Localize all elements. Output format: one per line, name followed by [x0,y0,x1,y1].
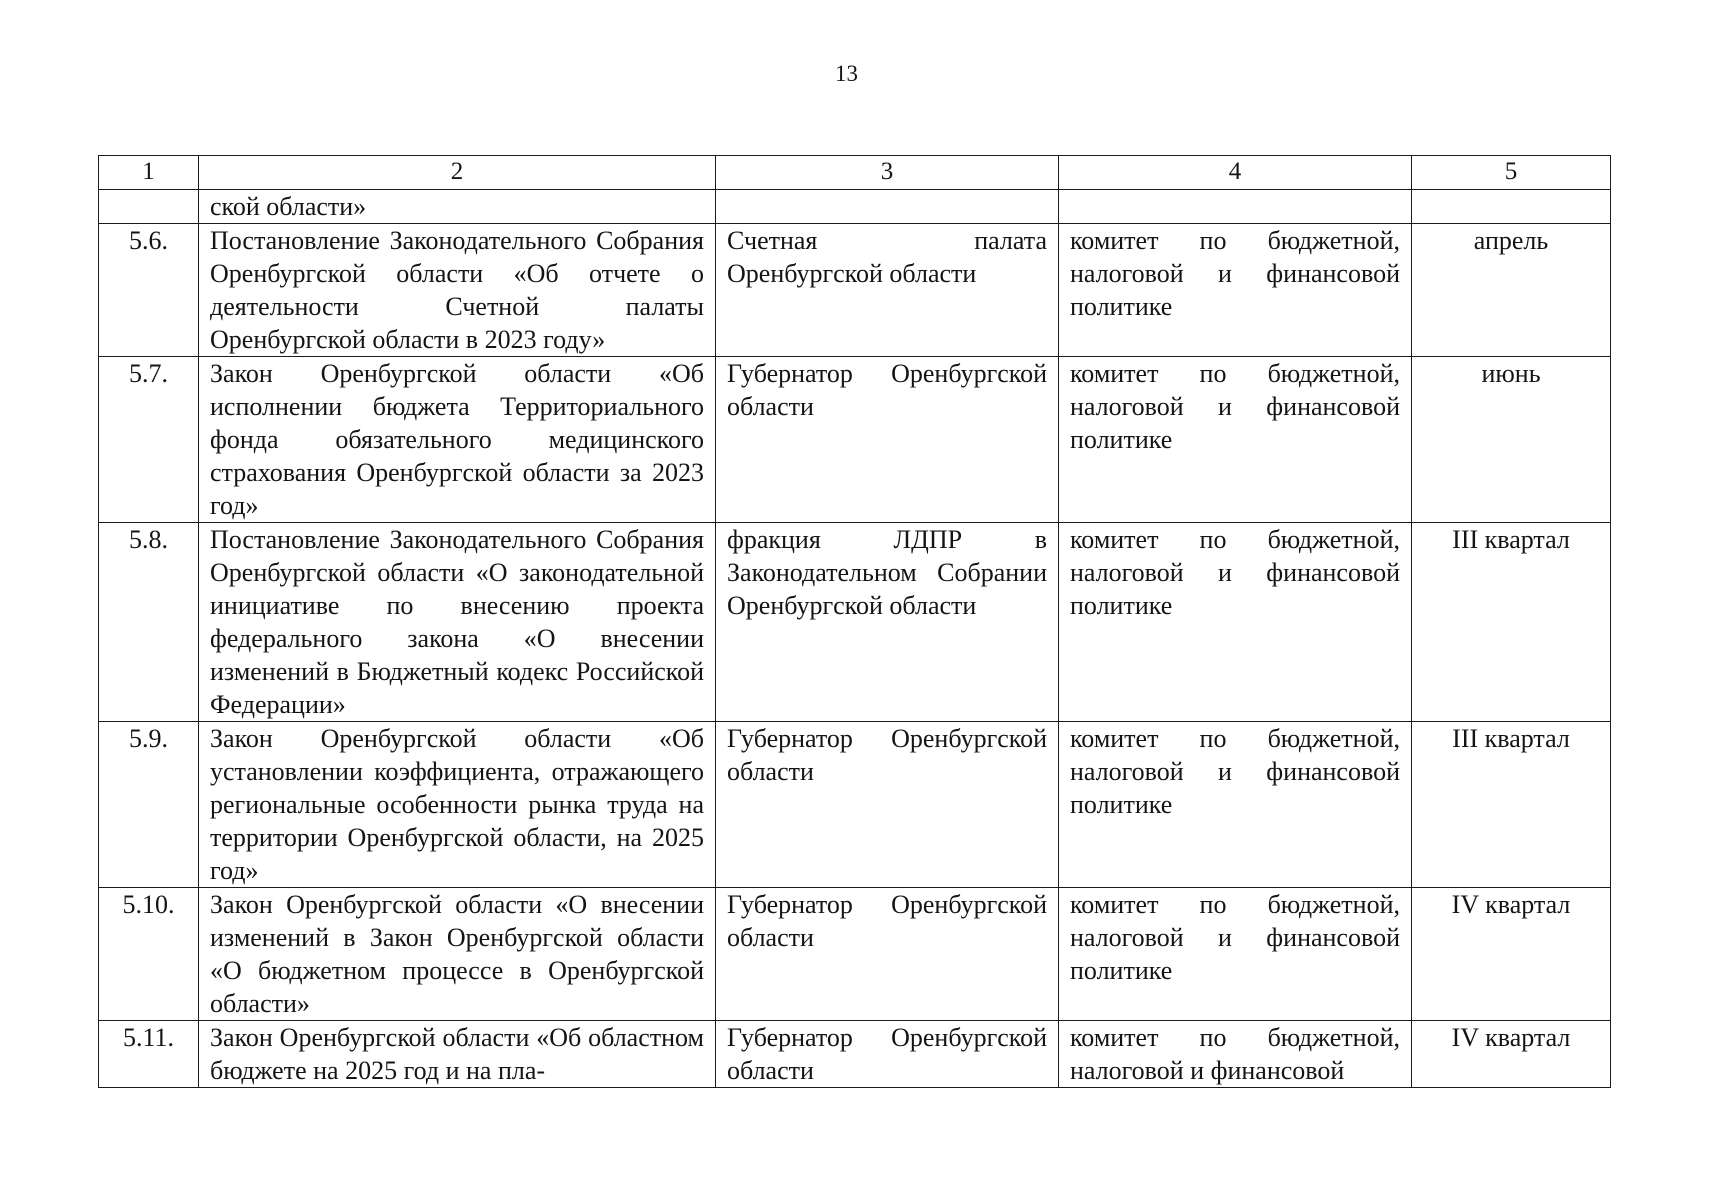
item-title: Постановление Законодательного Собрания Оренбургской области «Об отчете о деятельности Счетной палаты Оренбургской области в 2023 году» [199,224,716,357]
item-number: 5.8. [99,523,199,722]
item-period: IV квартал [1412,888,1611,1021]
item-period: III квартал [1412,722,1611,888]
item-title: Постановление Законодательного Собрания Оренбургской области «О законодательной инициативе по внесению проекта федерального закона «О внесении изменений в Бюджетный кодекс Российской Федерации» [199,523,716,722]
item-title: Закон Оренбургской области «О внесении изменений в Закон Оренбургской области «О бюджетном процессе в Оренбургской области» [199,888,716,1021]
item-committee: комитет по бюджетной, налоговой и финансовой политике [1059,224,1412,357]
item-period [1412,190,1611,224]
item-number: 5.10. [99,888,199,1021]
item-committee: комитет по бюджетной, налоговой и финансовой политике [1059,722,1412,888]
table-header-row [99,156,1611,190]
item-committee: комитет по бюджетной, налоговой и финансовой политике [1059,523,1412,722]
item-committee: комитет по бюджетной, налоговой и финансовой политике [1059,357,1412,523]
item-number: 5.6. [99,224,199,357]
table-row [99,190,1611,224]
item-author: Счетная палата Оренбургской области [716,224,1059,357]
table-row [99,224,1611,357]
item-author: Губернатор Оренбургской области [716,722,1059,888]
item-author: Губернатор Оренбургской области [716,888,1059,1021]
item-title: ской области» [199,190,716,224]
table-row [99,722,1611,888]
item-title: Закон Оренбургской области «Об исполнении бюджета Территориального фонда обязательного медицинского страхования Оренбургской области за 2023 год» [199,357,716,523]
item-period: июнь [1412,357,1611,523]
column-header: 2 [199,156,716,190]
page-number: 13 [835,61,858,86]
item-period: IV квартал [1412,1021,1611,1088]
item-committee: комитет по бюджетной, налоговой и финансовой политике [1059,888,1412,1021]
item-period: апрель [1412,224,1611,357]
item-number: 5.11. [99,1021,199,1088]
column-header: 1 [99,156,199,190]
item-number: 5.7. [99,357,199,523]
table-row [99,888,1611,1021]
item-author: Губернатор Оренбургской области [716,1021,1059,1088]
column-header: 5 [1412,156,1611,190]
item-period: III квартал [1412,523,1611,722]
item-author: фракция ЛДПР в Законодательном Собрании Оренбургской области [716,523,1059,722]
item-author: Губернатор Оренбургской области [716,357,1059,523]
item-committee [1059,190,1412,224]
item-author [716,190,1059,224]
item-title: Закон Оренбургской области «Об установлении коэффициента, отражающего региональные особенности рынка труда на территории Оренбургской области, на 2025 год» [199,722,716,888]
column-header: 4 [1059,156,1412,190]
item-committee: комитет по бюджетной, налоговой и финансовой [1059,1021,1412,1088]
table-row [99,357,1611,523]
item-number: 5.9. [99,722,199,888]
table-row [99,1021,1611,1088]
table-row [99,523,1611,722]
legislative-plan-table [98,155,1611,1088]
column-header: 3 [716,156,1059,190]
item-title: Закон Оренбургской области «Об областном бюджете на 2025 год и на пла- [199,1021,716,1088]
item-number [99,190,199,224]
